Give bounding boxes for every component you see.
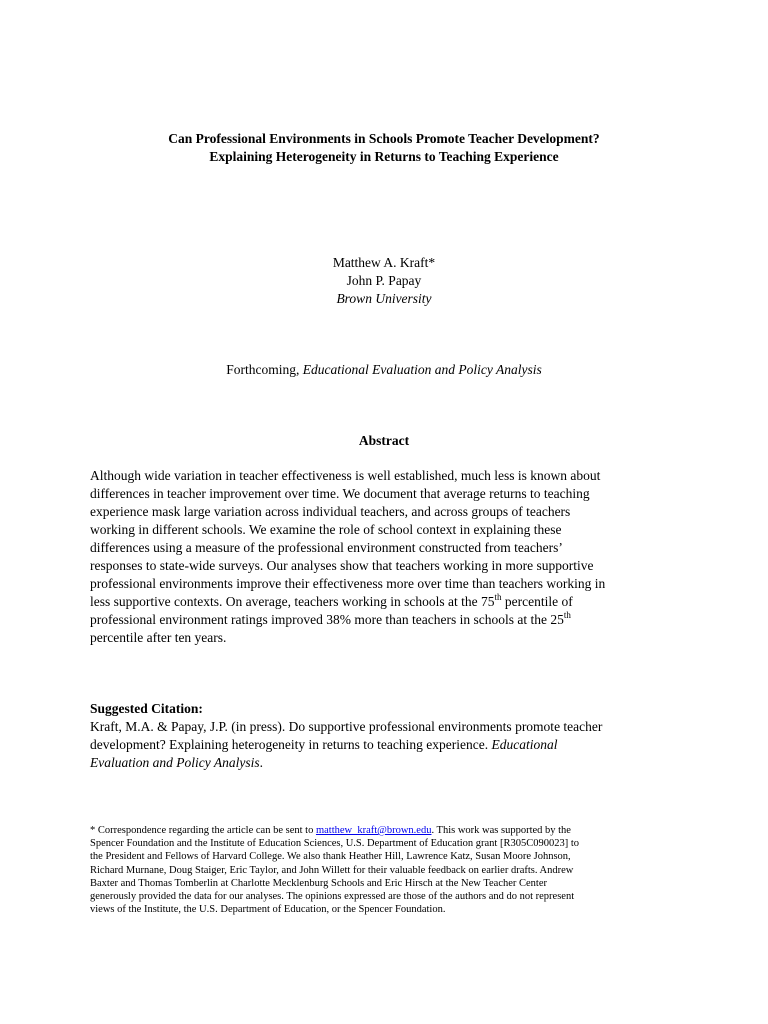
ordinal-suffix: th <box>563 610 571 620</box>
email-link[interactable]: matthew_kraft@brown.edu <box>315 825 432 836</box>
paper-title <box>0 130 768 166</box>
author-name: John P. Papay <box>346 273 422 288</box>
abstract-line <box>90 611 680 629</box>
citation-journal: Educational <box>491 737 558 752</box>
abstract-heading: Abstract <box>358 433 410 448</box>
abstract-line: working in different schools. We examine the role of school context in explaining these <box>90 522 562 537</box>
citation-text: . <box>259 755 263 770</box>
footnote-line <box>90 824 690 837</box>
abstract-line: professional environments improve their effectiveness more over time than teachers working in <box>90 576 606 591</box>
footnote-text: * Correspondence regarding the article can be sent to <box>90 825 316 836</box>
citation-line <box>90 736 680 754</box>
suggested-citation <box>90 700 680 772</box>
citation-line <box>90 754 680 772</box>
journal-name: Educational Evaluation and Policy Analysis <box>302 362 542 377</box>
abstract-line: experience mask large variation across individual teachers, and across groups of teachers <box>90 504 571 519</box>
footnote-line: Spencer Foundation and the Institute of Education Sciences, U.S. Department of Education grant [R305C090023] to <box>90 838 580 850</box>
citation-line: Kraft, M.A. & Papay, J.P. (in press). Do supportive professional environments promote teacher <box>90 719 603 734</box>
ordinal-suffix: th <box>494 592 502 602</box>
forthcoming-prefix: Forthcoming, <box>226 362 303 377</box>
citation-text: development? Explaining heterogeneity in returns to teaching experience. <box>90 737 492 752</box>
abstract-body <box>90 467 680 647</box>
abstract-text: less supportive contexts. On average, teachers working in schools at the 75 <box>90 594 495 609</box>
abstract-line: percentile after ten years. <box>90 630 227 645</box>
abstract-line: differences in teacher improvement over time. We document that average returns to teaching <box>90 486 590 501</box>
footnote-text: . This work was supported by the <box>431 825 571 836</box>
footnote-line: views of the Institute, the U.S. Department of Education, or the Spencer Foundation. <box>90 904 446 916</box>
title-line-2: Explaining Heterogeneity in Returns to Teaching Experience <box>209 149 559 164</box>
abstract-line: responses to state-wide surveys. Our analyses show that teachers working in more supportive <box>90 558 594 573</box>
author-affiliation: Brown University <box>336 291 432 306</box>
abstract-text: percentile of <box>501 594 573 609</box>
author-block <box>0 254 768 308</box>
abstract-line: differences using a measure of the professional environment constructed from teachers’ <box>90 540 563 555</box>
citation-heading: Suggested Citation: <box>90 701 203 716</box>
footnote-line: generously provided the data for our analyses. The opinions expressed are those of the authors and do not represent <box>90 891 575 903</box>
publication-note <box>0 361 768 379</box>
abstract-line <box>90 593 680 611</box>
footnote-line: Baxter and Thomas Tomberlin at Charlotte Mecklenburg Schools and Eric Hirsch at the New Teacher Center <box>90 877 547 889</box>
title-line-1: Can Professional Environments in Schools Promote Teacher Development? <box>168 131 600 146</box>
citation-journal: Evaluation and Policy Analysis <box>90 755 260 770</box>
abstract-text: professional environment ratings improved 38% more than teachers in schools at the 25 <box>90 612 564 627</box>
footnote-line: the President and Fellows of Harvard College. We also thank Heather Hill, Lawrence Katz, Susan Moore Johnson, <box>90 851 571 863</box>
abstract-line: Although wide variation in teacher effectiveness is well established, much less is known about <box>90 468 601 483</box>
author-name: Matthew A. Kraft* <box>332 255 436 270</box>
correspondence-footnote <box>90 824 690 916</box>
footnote-line: Richard Murnane, Doug Staiger, Eric Taylor, and John Willett for their valuable feedback on earlier drafts. Andrew <box>90 864 574 876</box>
